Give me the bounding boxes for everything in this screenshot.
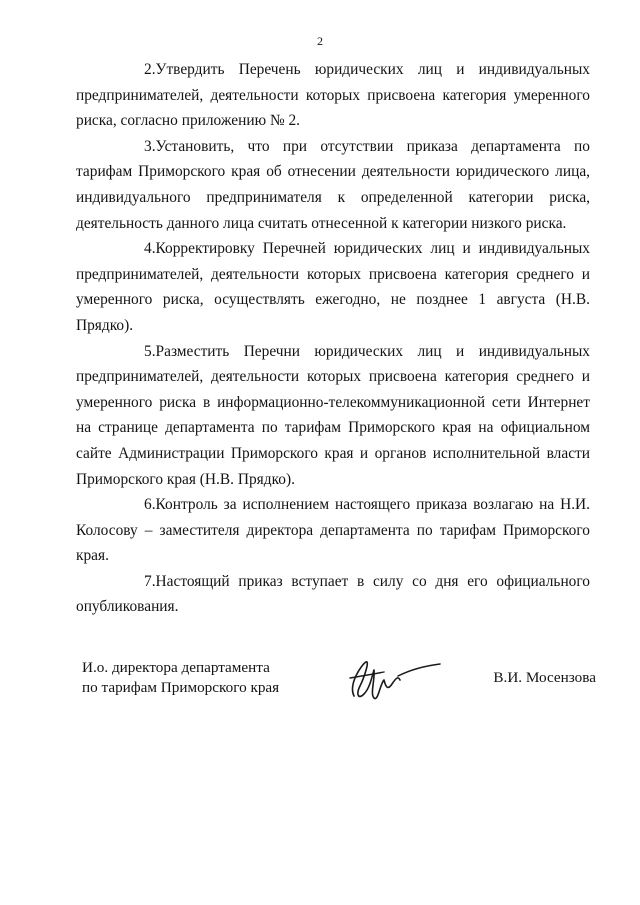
paragraph-number: 7. — [144, 572, 156, 590]
paragraph-number: 5. — [144, 342, 156, 360]
signer-title — [82, 658, 279, 698]
paragraph-number: 2. — [144, 61, 156, 78]
paragraph-number: 4. — [144, 240, 156, 258]
paragraph-text: Контроль за исполнением настоящего приказа возлагаю на Н.И. Колосову – заместителя директора департамента по тарифам Приморского края. — [76, 496, 590, 565]
paragraph-2 — [76, 57, 590, 134]
paragraph-5 — [76, 339, 590, 493]
paragraph-number: 3. — [144, 137, 156, 155]
paragraph-text: Настоящий приказ вступает в силу со дня его официального опубликования. — [76, 572, 590, 616]
handwritten-signature — [344, 654, 444, 706]
paragraph-text: Корректировку Перечней юридических лиц и индивидуальных предпринимателей, деятельности которых присвоена категория среднего и умеренного риска, осуществлять ежегодно, не позднее 1 августа (Н.В. Прядко). — [76, 240, 590, 334]
signer-title-line-1: И.о. директора департамента — [82, 659, 270, 676]
paragraph-text: Установить, что при отсутствии приказа департамента по тарифам Приморского края об отнесении деятельности юридического лица, индивидуального предпринимателя к определенной категории риска, деятельность данного лица считать отнесенной к категории низкого риска. — [76, 137, 590, 232]
paragraph-3 — [76, 134, 590, 236]
document-body — [76, 57, 590, 620]
paragraph-text: Разместить Перечни юридических лиц и индивидуальных предпринимателей, деятельности которых присвоена категория среднего и умеренного риска в информационно-телекоммуникационной сети Интернет на странице департамента по тарифам Приморского края на официальном сайте Администрации Приморского края и органов исполнительной власти Приморского края (Н.В. Прядко). — [76, 342, 590, 488]
paragraph-text: Утвердить Перечень юридических лиц и индивидуальных предпринимателей, деятельности которых присвоена категория умеренного риска, согласно приложению № 2. — [76, 61, 590, 130]
page-number: 2 — [317, 34, 323, 48]
paragraph-7 — [76, 569, 590, 620]
signer-title-line-2: по тарифам Приморского края — [82, 679, 280, 696]
signature-block — [82, 658, 596, 718]
signer-name: В.И. Мосензова — [493, 669, 596, 686]
paragraph-6 — [76, 492, 590, 569]
paragraph-4 — [76, 236, 590, 338]
paragraph-number: 6. — [144, 496, 156, 514]
